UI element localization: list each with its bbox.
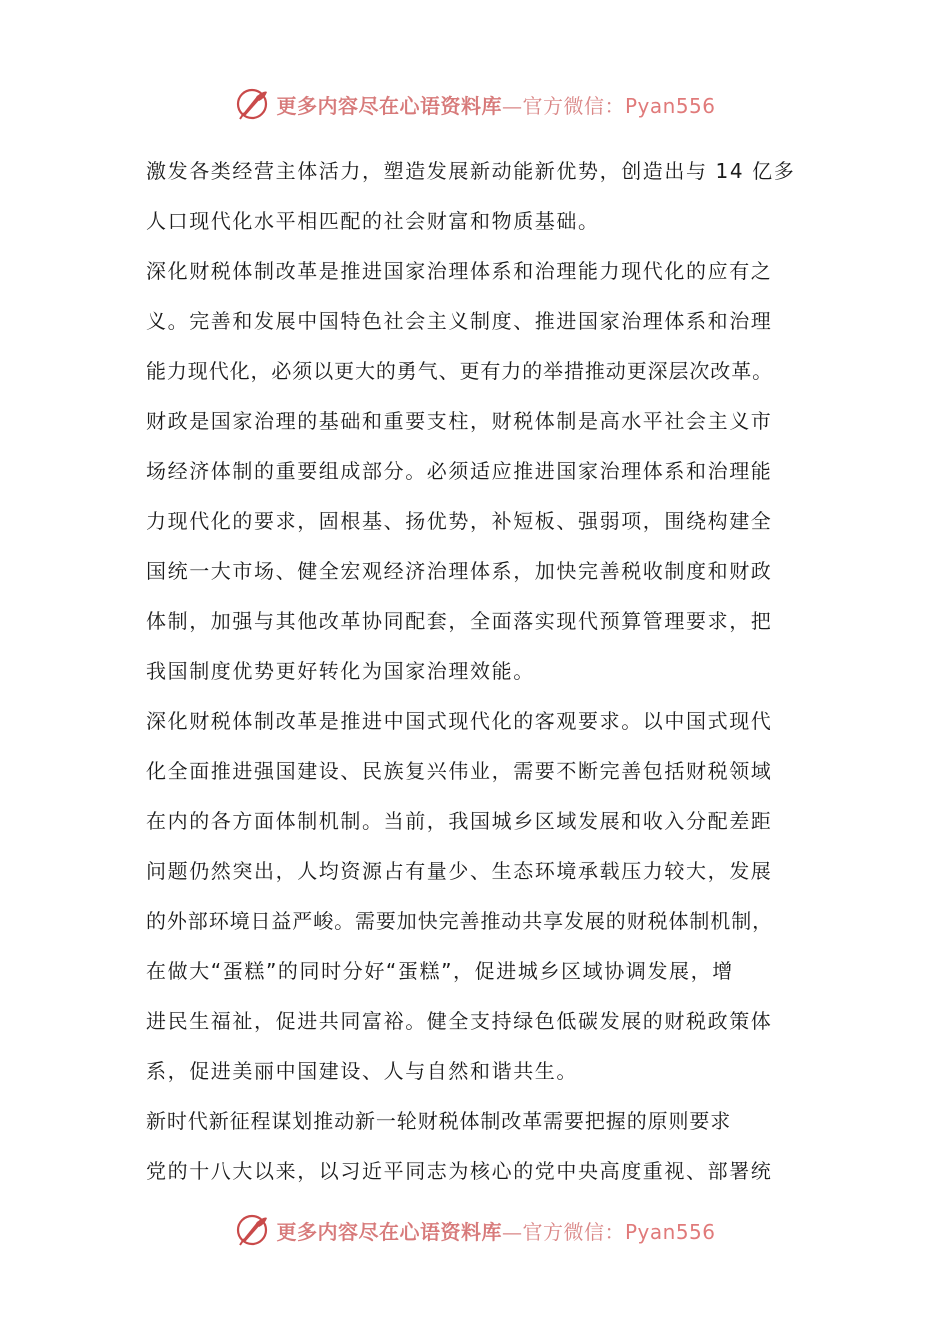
text-line: 场经济体制的重要组成部分。必须适应推进国家治理体系和治理能: [146, 459, 773, 483]
section-heading: 新时代新征程谋划推动新一轮财税体制改革需要把握的原则要求: [146, 1109, 732, 1133]
text-line: 国统一大市场、健全宏观经济治理体系，加快完善税收制度和财政: [146, 559, 773, 583]
watermark-text: [276, 90, 715, 119]
text-line: 化全面推进强国建设、民族复兴伟业，需要不断完善包括财税领域: [146, 759, 773, 783]
text-line: 财政是国家治理的基础和重要支柱，财税体制是高水平社会主义市: [146, 409, 773, 433]
text-line: 力现代化的要求，固根基、扬优势，补短板、强弱项，围绕构建全: [146, 509, 773, 533]
watermark-separator: —: [501, 93, 523, 118]
text-line: 能力现代化，必须以更大的勇气、更有力的举措推动更深层次改革。: [146, 359, 773, 383]
text-line: 深化财税体制改革是推进中国式现代化的客观要求。以中国式现代: [146, 709, 773, 733]
text-line: 人口现代化水平相匹配的社会财富和物质基础。: [146, 209, 600, 233]
text-line: 进民生福祉，促进共同富裕。健全支持绿色低碳发展的财税政策体: [146, 1009, 773, 1033]
text-line: 党的十八大以来，以习近平同志为核心的党中央高度重视、部署统: [146, 1159, 773, 1183]
watermark-separator: —: [501, 1219, 523, 1244]
watermark-text: [276, 1216, 715, 1245]
text-line: 在做大“蛋糕”的同时分好“蛋糕”，促进城乡区域协调发展，增: [146, 959, 734, 983]
text-line: 义。完善和发展中国特色社会主义制度、推进国家治理体系和治理: [146, 309, 773, 333]
quill-logo-icon: [234, 1212, 270, 1248]
watermark-brand: 更多内容尽在心语资料库: [276, 93, 502, 118]
watermark-brand: 更多内容尽在心语资料库: [276, 1219, 502, 1244]
text-line: 问题仍然突出，人均资源占有量少、生态环境承载压力较大，发展: [146, 859, 773, 883]
text-line: 激发各类经营主体活力，塑造发展新动能新优势，创造出与 14 亿多: [146, 159, 796, 183]
text-line: 系，促进美丽中国建设、人与自然和谐共生。: [146, 1059, 578, 1083]
text-line: 的外部环境日益严峻。需要加快完善推动共享发展的财税体制机制，: [146, 909, 773, 933]
watermark-wechat-label: 官方微信：: [522, 93, 625, 118]
watermark-wechat-label: 官方微信：: [522, 1219, 625, 1244]
text-line: 在内的各方面体制机制。当前，我国城乡区域发展和收入分配差距: [146, 809, 773, 833]
quill-logo-icon: [234, 86, 270, 122]
watermark-banner-top: [0, 84, 950, 124]
text-line: 体制，加强与其他改革协同配套，全面落实现代预算管理要求，把: [146, 609, 773, 633]
watermark-wechat-id: Pyan556: [624, 1219, 716, 1244]
text-line: 我国制度优势更好转化为国家治理效能。: [146, 659, 535, 683]
text-line: 深化财税体制改革是推进国家治理体系和治理能力现代化的应有之: [146, 259, 773, 283]
document-body: [146, 146, 826, 1196]
watermark-wechat-id: Pyan556: [624, 93, 716, 118]
watermark-banner-bottom: [0, 1210, 950, 1250]
